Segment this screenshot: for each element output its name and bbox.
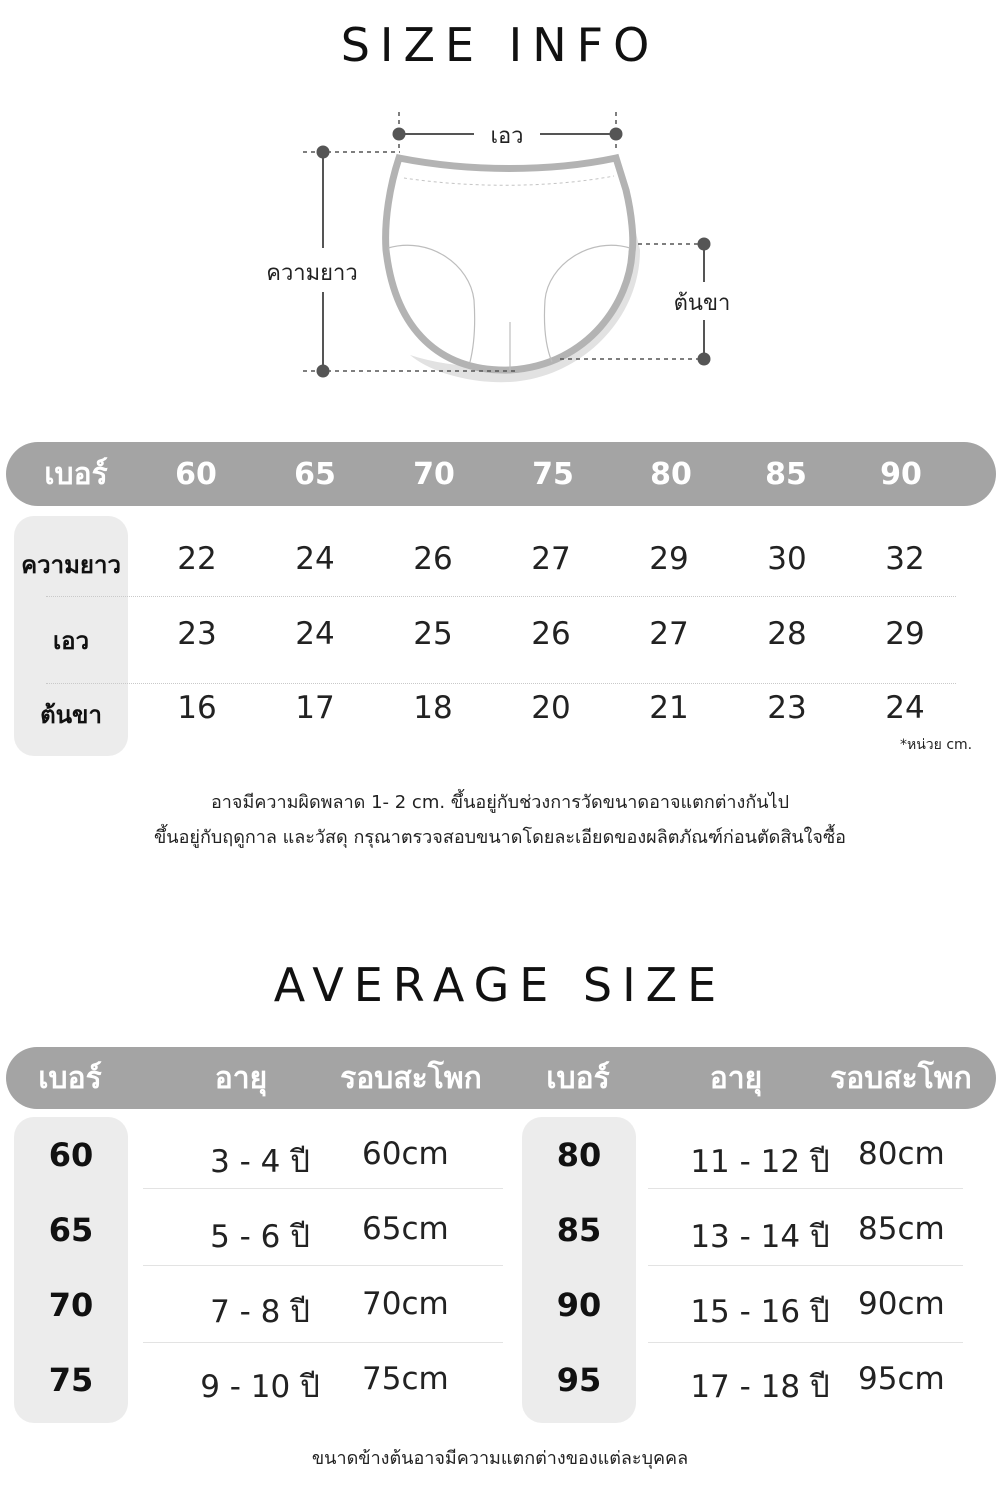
header-hip-right: รอบสะโพก [830,1060,972,1096]
table-cell: 24 [295,616,335,652]
row-label-waist: เอว [52,627,90,655]
row-divider [143,1188,503,1189]
table-cell: 16 [177,690,217,726]
size-value: 75 [48,1361,94,1399]
row-divider [143,1342,503,1343]
table-cell: 27 [531,541,571,577]
table-cell: 18 [413,690,453,726]
size-info-title: SIZE INFO [340,18,660,72]
row-divider [46,596,956,597]
table-cell: 22 [177,541,217,577]
disclaimer-line-2: ขึ้นอยู่กับฤดูกาล และวัสดุ กรุณาตรวจสอบขนาดโดยละเอียดของผลิตภัณฑ์ก่อนตัดสินใจซื้อ [154,827,846,848]
age-value: 15 - 16 ปี [690,1294,830,1330]
age-value: 9 - 10 ปี [200,1369,320,1405]
hip-value: 70cm [362,1286,449,1322]
header-hip-left: รอบสะโพก [340,1060,482,1096]
hip-value: 85cm [858,1211,945,1247]
row-label-leg: ต้นขา [40,701,102,729]
size-value: 90 [556,1286,602,1324]
table-cell: 23 [177,616,217,652]
row-label-length: ความยาว [21,551,121,579]
header-size: 70 [413,456,455,492]
table-cell: 24 [885,690,925,726]
table-cell: 23 [767,690,807,726]
table-cell: 17 [295,690,335,726]
header-size: 90 [880,456,922,492]
unit-note: *หน่วย cm. [900,737,973,753]
header-size: 85 [765,456,807,492]
average-table-header [6,1047,996,1109]
size-value: 95 [556,1361,602,1399]
table-cell: 29 [885,616,925,652]
leg-label: ต้นขา [673,291,731,316]
header-age-left: อายุ [214,1060,268,1096]
table-cell: 24 [295,541,335,577]
table-cell: 30 [767,541,807,577]
age-value: 17 - 18 ปี [690,1369,830,1405]
size-value: 60 [48,1136,94,1174]
size-value: 65 [48,1211,94,1249]
average-size-title: AVERAGE SIZE [273,958,727,1012]
table-cell: 29 [649,541,689,577]
size-value: 70 [48,1286,94,1324]
header-size-right: เบอร์ [546,1060,610,1096]
waist-label: เอว [490,124,524,149]
age-value: 13 - 14 ปี [690,1219,830,1255]
header-size-label: เบอร์ [44,456,108,492]
length-label: ความยาว [266,261,358,286]
table-cell: 21 [649,690,689,726]
row-divider [143,1265,503,1266]
header-age-right: อายุ [709,1060,763,1096]
table-cell: 28 [767,616,807,652]
age-value: 3 - 4 ปี [210,1144,310,1180]
age-value: 7 - 8 ปี [210,1294,310,1330]
table-cell: 32 [885,541,925,577]
row-divider [648,1342,963,1343]
hip-value: 65cm [362,1211,449,1247]
average-footnote: ขนาดข้างต้นอาจมีความแตกต่างของแต่ละบุคคล [311,1448,689,1469]
size-table-header [6,442,996,506]
header-size: 75 [532,456,574,492]
header-size: 80 [650,456,692,492]
garment-diagram [0,0,1000,400]
hip-value: 75cm [362,1361,449,1397]
age-value: 11 - 12 ปี [690,1144,830,1180]
size-value: 80 [556,1136,602,1174]
age-value: 5 - 6 ปี [210,1219,310,1255]
hip-value: 90cm [858,1286,945,1322]
header-size: 60 [175,456,217,492]
row-divider [46,683,956,684]
row-divider [648,1188,963,1189]
table-cell: 26 [413,541,453,577]
table-cell: 20 [531,690,571,726]
table-cell: 26 [531,616,571,652]
table-cell: 25 [413,616,453,652]
size-value: 85 [556,1211,602,1249]
hip-value: 80cm [858,1136,945,1172]
row-divider [648,1265,963,1266]
header-size-left: เบอร์ [38,1060,102,1096]
disclaimer-line-1: อาจมีความผิดพลาด 1- 2 cm. ขึ้นอยู่กับช่วงการวัดขนาดอาจแตกต่างกันไป [210,792,790,813]
header-size: 65 [294,456,336,492]
table-cell: 27 [649,616,689,652]
hip-value: 60cm [362,1136,449,1172]
hip-value: 95cm [858,1361,945,1397]
